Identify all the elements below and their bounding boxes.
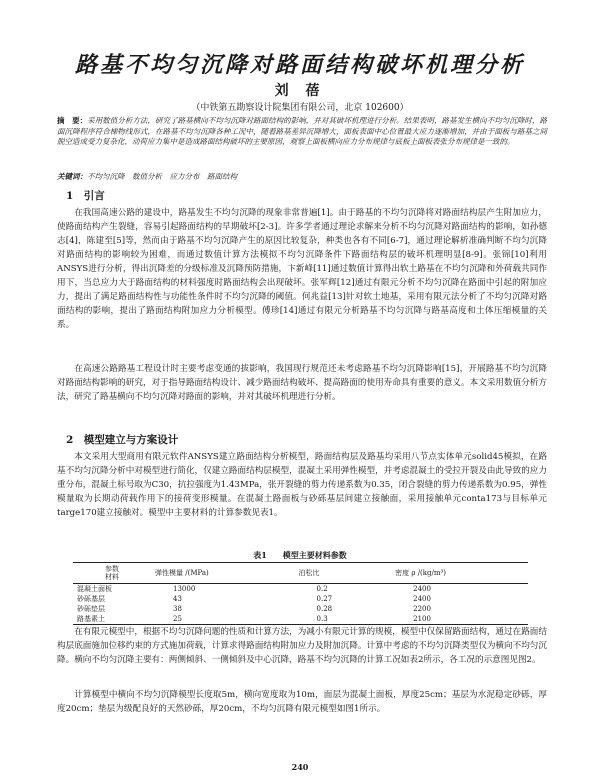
table-cell-density: 2100 [391,614,528,625]
table-cell-density: 2400 [413,595,431,603]
table-header-modulus: 弹性模量 /(MPa) [151,563,295,584]
author-name: 刘 蓓 [274,83,326,99]
keywords-text: 不均匀沉降 数值分析 应力分布 路面结构 [87,172,237,181]
section-heading-model: 2 模型建立与方案设计 [66,434,179,446]
author-affiliation: （中铁第五勘察设计院集团有限公司，北京 102600） [191,103,409,113]
table-header-poisson: 泊松比 [295,563,392,584]
abstract [57,116,547,148]
material-parameters-table [73,562,528,625]
abstract-label: 摘 要： [57,116,88,125]
table-cell-poisson: 0.3 [295,614,392,625]
intro-paragraph-1: 在我国高速公路的建设中，路基发生不均匀沉降的现象非常普遍[1]。由于路基的不均匀沉降将对路面结构层产生附加应力，使路面结构产生裂缝，容易引起路面结构的早期破坏[2-3]。许多学者通过理论求解来分析不均匀沉降对路面结构的影响，如孙德志[4]，陈建至[5]等，然而由于路基不均匀沉降产生的原因比较复杂，种类也各有不同[6-7]，通过理论解析准确判断不均匀沉降对路面结构的影响较为困难，而通过数值计算方法模拟不均匀沉降条件下路面结构层的破坏机理明显[8-9]。张锦[10]利用ANSYS进行分析，得出沉降差的分级标准及沉降预防措施，卞新峰[11]通过数值计算得出软土路基在不均匀沉降和外荷载共同作用下，当总应力大于路面结构的材料强度时路面结构会出现破坏。张军辉[12]通过有限元分析不均匀沉降在路面中引起的附加应力，提出了满足路面结构性与功能性条件时不均匀沉降的阈值。何兆益[13]针对软土地基，采用有限元法分析了不均匀沉降对路面结构的影响，提出了路面结构附加应力分析模型。傅珍[14]通过有限元分析路基不均匀沉降与路基高度和土体压缩模量的关系。 [57,208,548,330]
table-row [73,604,528,614]
abstract-text: 采用数值分析方法，研究了路基横向不均匀沉降对路面结构的影响，并对其破坏机理进行分析。结果表明，路基发生横向不均匀沉降时，路面沉降程序符合梯物线形式，在路基不均匀沉降各种工况中，随着路基差异沉降增大，面板表面中心位置最大应力逐渐增加，并由于面板与路基之间脱空造成受力复杂化，动荷应力集中是造成路面结构破坏的主要原因，观察上面板横向应力分布规律与底板上面板表张分布规律是一致的。 [57,116,547,146]
table-cell-poisson: 0.2 [316,585,328,593]
table-caption: 表1 模型主要材料参数 [253,550,347,560]
page-number: 240 [291,762,309,772]
keywords [57,172,547,182]
table-cell-poisson: 0.28 [316,605,333,613]
model-paragraph-2: 在有限元模型中，根据不均匀沉降问题的性质和计算方法，为减小有限元计算的规模，模型中仅保留路面结构，通过在路面结构层底面施加位移约束的方式施加荷载，计算求得路面结构附加应力及附加沉降。计算中考虑的不均匀沉降类型仅为横向不均匀沉降。横向不均匀沉降主要有：两侧倾斜、一侧倾斜及中心沉降，路基不均匀沉降的计算工况如表2所示，各工况的示意图见图2。 [57,627,547,665]
table-cell-material: 砂砾基层 [77,595,105,603]
table-header-material: 参数 材料 [73,563,151,584]
table-cell-modulus: 43 [173,595,182,603]
table-cell-modulus: 25 [151,614,295,625]
table-row [73,584,528,595]
table-cell-material: 路基素土 [73,614,151,625]
intro-paragraph-2: 在高速公路路基工程设计时主要考虑变通的拔影响，我国现行规范还未考虑路基不均匀沉降影响[15]，开展路基不均匀沉降对路面结构影响的研究，对于指导路面结构设计、减少路面结构破坏、提高路面的使用寿命具有重要的意义。本文采用数值分析方法，研究了路基横向不均匀沉降对路面的影响，并对其破坏机理进行分析。 [57,364,547,402]
section-heading-introduction: 1 引言 [66,190,105,202]
table-cell-modulus: 38 [173,605,182,613]
paper-title: 路基不均匀沉降对路面结构破坏机理分析 [74,52,525,78]
table-row [73,594,528,604]
table-cell-material: 混凝土面板 [77,585,112,593]
keywords-label: 关键词： [57,172,87,181]
table-row [73,614,528,625]
table-cell-material: 砂砾垫层 [77,605,105,613]
table-header-density: 密度 ρ /(kg/m³) [391,563,528,584]
model-paragraph-3: 计算模型中横向不均匀沉降模型长度取5m，横向宽度取为10m，面层为混凝土面板，厚度25cm；基层为水泥稳定砂砾，厚度20cm；垫层为级配良好的天然砂砾，厚20cm，不均匀沉降有限元模型如图1所示。 [57,690,547,714]
table-header-row [73,563,528,584]
table-cell-density: 2400 [413,585,431,593]
table-cell-poisson: 0.27 [316,595,333,603]
table-cell-modulus: 13000 [173,585,196,593]
model-paragraph-1: 本文采用大型商用有限元软件ANSYS建立路面结构分析模型，路面结构层及路基均采用八节点实体单元solid45模拟，在路基不均匀沉降分析中对模型进行简化，仅建立路面结构层模型，混凝土采用弹性模型，并考虑混凝土的受拉开裂及由此导致的应力重分布，混凝土标号取为C30，抗拉强度为1.43MPa，张开裂缝的剪力传递系数为0.35，闭合裂缝的剪力传递系数为0.95，弹性模量取为长期动荷载作用下的接荷变形模量。在混凝土路面板与砂砾基层间建立接触面，采用接触单元conta173与目标单元targe170建立接触对。模型中主要材料的计算参数见表1。 [57,452,547,518]
table-cell-density: 2200 [413,605,431,613]
